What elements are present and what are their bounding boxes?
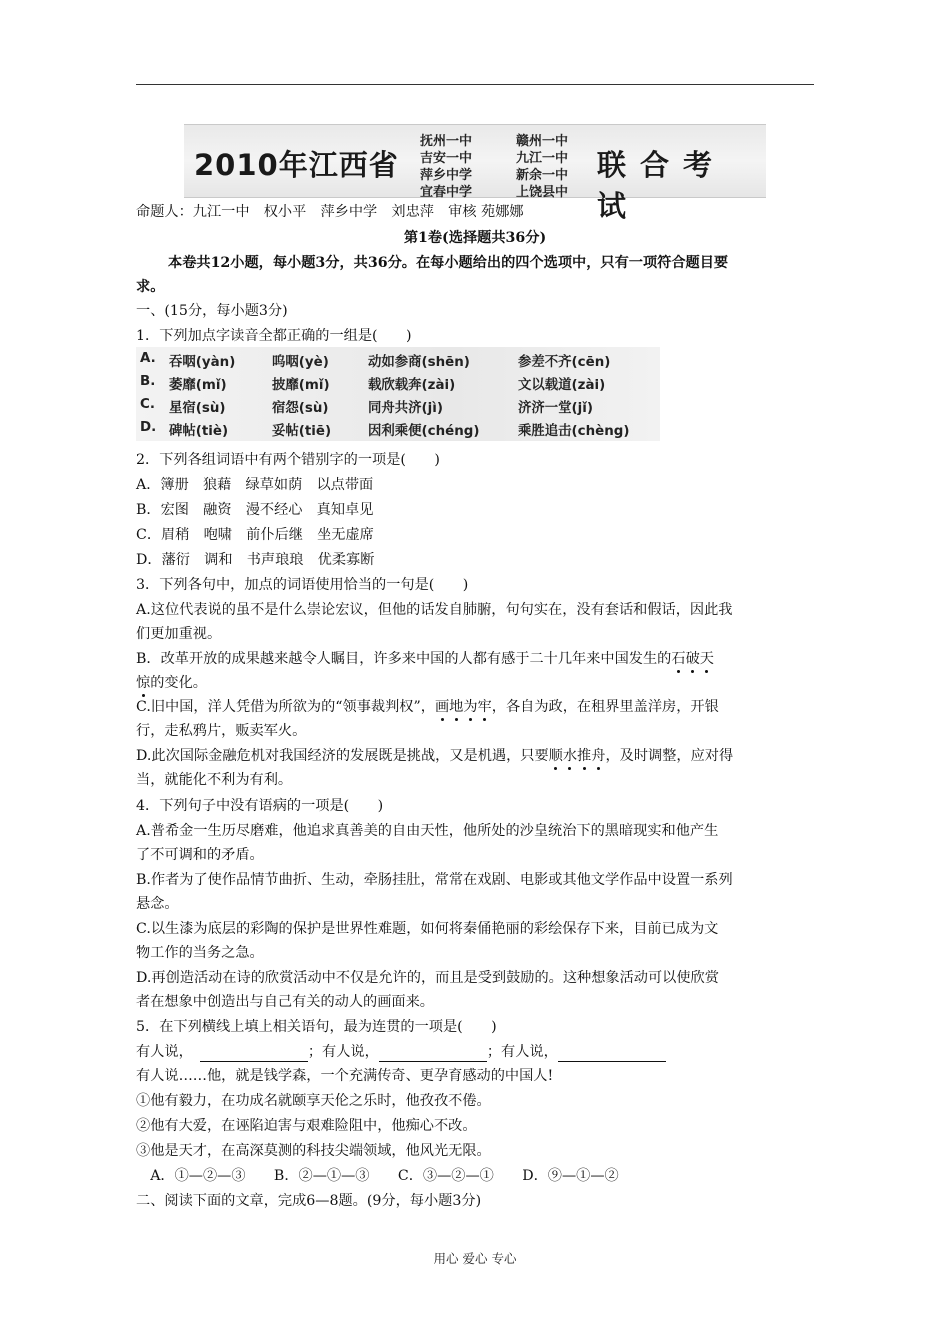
- school-name: 宜春中学: [420, 185, 473, 200]
- option-item: 因利乘便(chéng): [368, 424, 480, 439]
- option-label: B.: [140, 374, 156, 389]
- question-2-option-d: D．藩衍 调和 书声琅琅 优柔寡断: [136, 552, 375, 568]
- question-4-option-a: A.普希金一生历尽磨难，他追求真善美的自由天性，他所处的沙皇统治下的黑暗现实和他产生: [136, 823, 719, 839]
- question-3-option-a-cont: 们更加重视。: [136, 626, 222, 642]
- page-footer: 用心 爱心 专心: [433, 1251, 517, 1266]
- school-name: 赣州一中: [516, 134, 569, 149]
- option-item: 星宿(sù): [169, 401, 226, 416]
- instructions-line-2: 求。: [136, 279, 165, 295]
- dotted-char: 为: [463, 699, 478, 715]
- question-2-stem: 2．下列各组词语中有两个错别字的一项是( ): [136, 452, 440, 468]
- option-item: 载欣载奔(zài): [368, 378, 456, 393]
- option-item: 披靡(mǐ): [272, 378, 330, 393]
- question-5-sentence-2: ②他有大爱，在诬陷迫害与艰难险阻中，他痴心不改。: [136, 1118, 477, 1134]
- school-name: 萍乡中学: [420, 168, 473, 183]
- dotted-char: 舟: [591, 748, 606, 764]
- school-name: 九江一中: [516, 151, 569, 166]
- dotted-char: 破: [685, 651, 700, 667]
- question-3-option-d: [136, 746, 733, 766]
- answer-blank[interactable]: [558, 1047, 666, 1062]
- question-2-option-c: C．眉稍 咆啸 前仆后继 坐无虚席: [136, 527, 374, 543]
- question-4-option-b: B.作者为了使作品情节曲折、生动，牵肠挂肚，常常在戏剧、电影或其他文学作品中设置一系列: [136, 872, 733, 888]
- answer-blank[interactable]: [200, 1047, 308, 1062]
- text-segment: ，及时调整，应对得: [605, 748, 734, 764]
- question-3-option-b: [136, 649, 714, 669]
- question-4-option-a-cont: 了不可调和的矛盾。: [136, 847, 264, 863]
- text-segment: D.此次国际金融危机对我国经济的发展既是挑战，又是机遇，只要: [136, 748, 549, 764]
- section-title: 第1卷(选择题共36分): [403, 230, 547, 246]
- text-segment: 有人说，: [136, 1044, 186, 1060]
- dotted-char: 推: [577, 748, 592, 764]
- text-segment: ；有人说，: [307, 1044, 379, 1060]
- question-4-option-d: D.再创造活动在诗的欣赏活动中不仅是允许的，而且是受到鼓励的。这种想象活动可以使欣赏: [136, 970, 719, 986]
- question-5-options: A．①—②—③ B．②—①—③ C．③—②—① D．⑨—①—②: [136, 1168, 619, 1184]
- banner-exam-title: 联合考试: [597, 148, 727, 223]
- option-item: 文以载道(zài): [518, 378, 606, 393]
- option-item: 妥帖(tiē): [272, 424, 332, 439]
- option-item: 乘胜追击(chèng): [518, 424, 630, 439]
- dotted-char: 画: [434, 699, 450, 715]
- question-4-option-b-cont: 悬念。: [136, 896, 179, 912]
- dotted-char: 惊: [136, 675, 151, 691]
- instructions-line-1: 本卷共12小题，每小题3分，共36分。在每小题给出的四个选项中，只有一项符合题目要: [168, 255, 729, 271]
- school-name: 上饶县中: [516, 185, 569, 200]
- question-3-option-a: A.这位代表说的虽不是什么崇论宏议，但他的话发自肺腑，句句实在，没有套话和假话，因此我: [136, 602, 733, 618]
- question-2-option-a: A．簿册 狼藉 绿草如荫 以点带面: [136, 477, 374, 493]
- text-segment: ，各自为政，在租界里盖洋房，开银: [491, 699, 719, 715]
- school-name: 抚州一中: [420, 134, 473, 149]
- text-segment: B．改革开放的成果越来越令人瞩目，许多来中国的人都有感于二十几年来中国发生的: [136, 651, 672, 667]
- question-5-blanks-line: [136, 1042, 666, 1062]
- question-3-option-c-cont: 行，走私鸦片，贩卖军火。: [136, 723, 307, 739]
- question-3-option-d-cont: 当，就能化不利为有利。: [136, 772, 293, 788]
- question-3-option-c: [136, 697, 719, 717]
- dotted-char: 顺: [548, 748, 563, 764]
- option-item: 参差不齐(cēn): [518, 355, 611, 370]
- option-item: 吞咽(yàn): [169, 355, 236, 370]
- part-two-header: 二、阅读下面的文章，完成6—8题。(9分，每小题3分): [136, 1193, 482, 1209]
- dotted-char: 地: [449, 699, 464, 715]
- dotted-char: 牢: [477, 699, 492, 715]
- school-name: 吉安一中: [420, 151, 473, 166]
- option-label: A.: [140, 351, 156, 366]
- dotted-char: 天: [699, 651, 714, 667]
- school-name: 新余一中: [516, 168, 569, 183]
- dotted-char: 水: [562, 748, 578, 764]
- option-item: 动如参商(shēn): [368, 355, 470, 370]
- question-5-sentence-1: ①他有毅力，在功成名就颐享天伦之乐时，他孜孜不倦。: [136, 1093, 491, 1109]
- question-1-stem: 1．下列加点字读音全都正确的一组是( ): [136, 328, 412, 344]
- answer-blank[interactable]: [379, 1047, 487, 1062]
- text-segment: 的变化。: [150, 675, 207, 691]
- text-segment: C.旧中国，洋人凭借为所欲为的“领事裁判权”，: [136, 699, 435, 715]
- author-line: 命题人：九江一中 权小平 萍乡中学 刘忠萍 审核 苑娜娜: [136, 204, 524, 220]
- question-1-options-image: [136, 347, 660, 441]
- question-4-option-c-cont: 物工作的当务之急。: [136, 945, 264, 961]
- question-3-stem: 3．下列各句中，加点的词语使用恰当的一句是( ): [136, 577, 469, 593]
- question-5-context: 有人说……他，就是钱学森，一个充满传奇、更孕育感动的中国人!: [136, 1068, 554, 1084]
- option-label: C.: [140, 397, 155, 412]
- banner-year-title: 2010年江西省: [194, 148, 399, 182]
- option-item: 同舟共济(jì): [368, 401, 443, 416]
- question-4-stem: 4．下列句子中没有语病的一项是( ): [136, 798, 384, 814]
- option-item: 萎靡(mǐ): [169, 378, 227, 393]
- option-item: 济济一堂(jǐ): [518, 401, 593, 416]
- text-segment: ；有人说，: [486, 1044, 558, 1060]
- dotted-char: 石: [671, 651, 686, 667]
- option-item: 宿怨(sù): [272, 401, 329, 416]
- option-item: 呜咽(yè): [272, 355, 329, 370]
- option-item: 碑帖(tiè): [169, 424, 229, 439]
- question-4-option-d-cont: 者在想象中创造出与自己有关的动人的画面来。: [136, 994, 434, 1010]
- question-3-option-b-cont: [136, 673, 207, 693]
- part-one-header: 一、(15分，每小题3分): [136, 303, 288, 319]
- question-5-sentence-3: ③他是天才，在高深莫测的科技尖端领域，他风光无限。: [136, 1143, 491, 1159]
- question-2-option-b: B．宏图 融资 漫不经心 真知卓见: [136, 502, 374, 518]
- question-5-stem: 5．在下列横线上填上相关语句，最为连贯的一项是( ): [136, 1019, 497, 1035]
- question-4-option-c: C.以生漆为底层的彩陶的保护是世界性难题，如何将秦俑艳丽的彩绘保存下来，目前已成为文: [136, 921, 719, 937]
- header-rule: [136, 84, 814, 85]
- option-label: D.: [140, 420, 157, 435]
